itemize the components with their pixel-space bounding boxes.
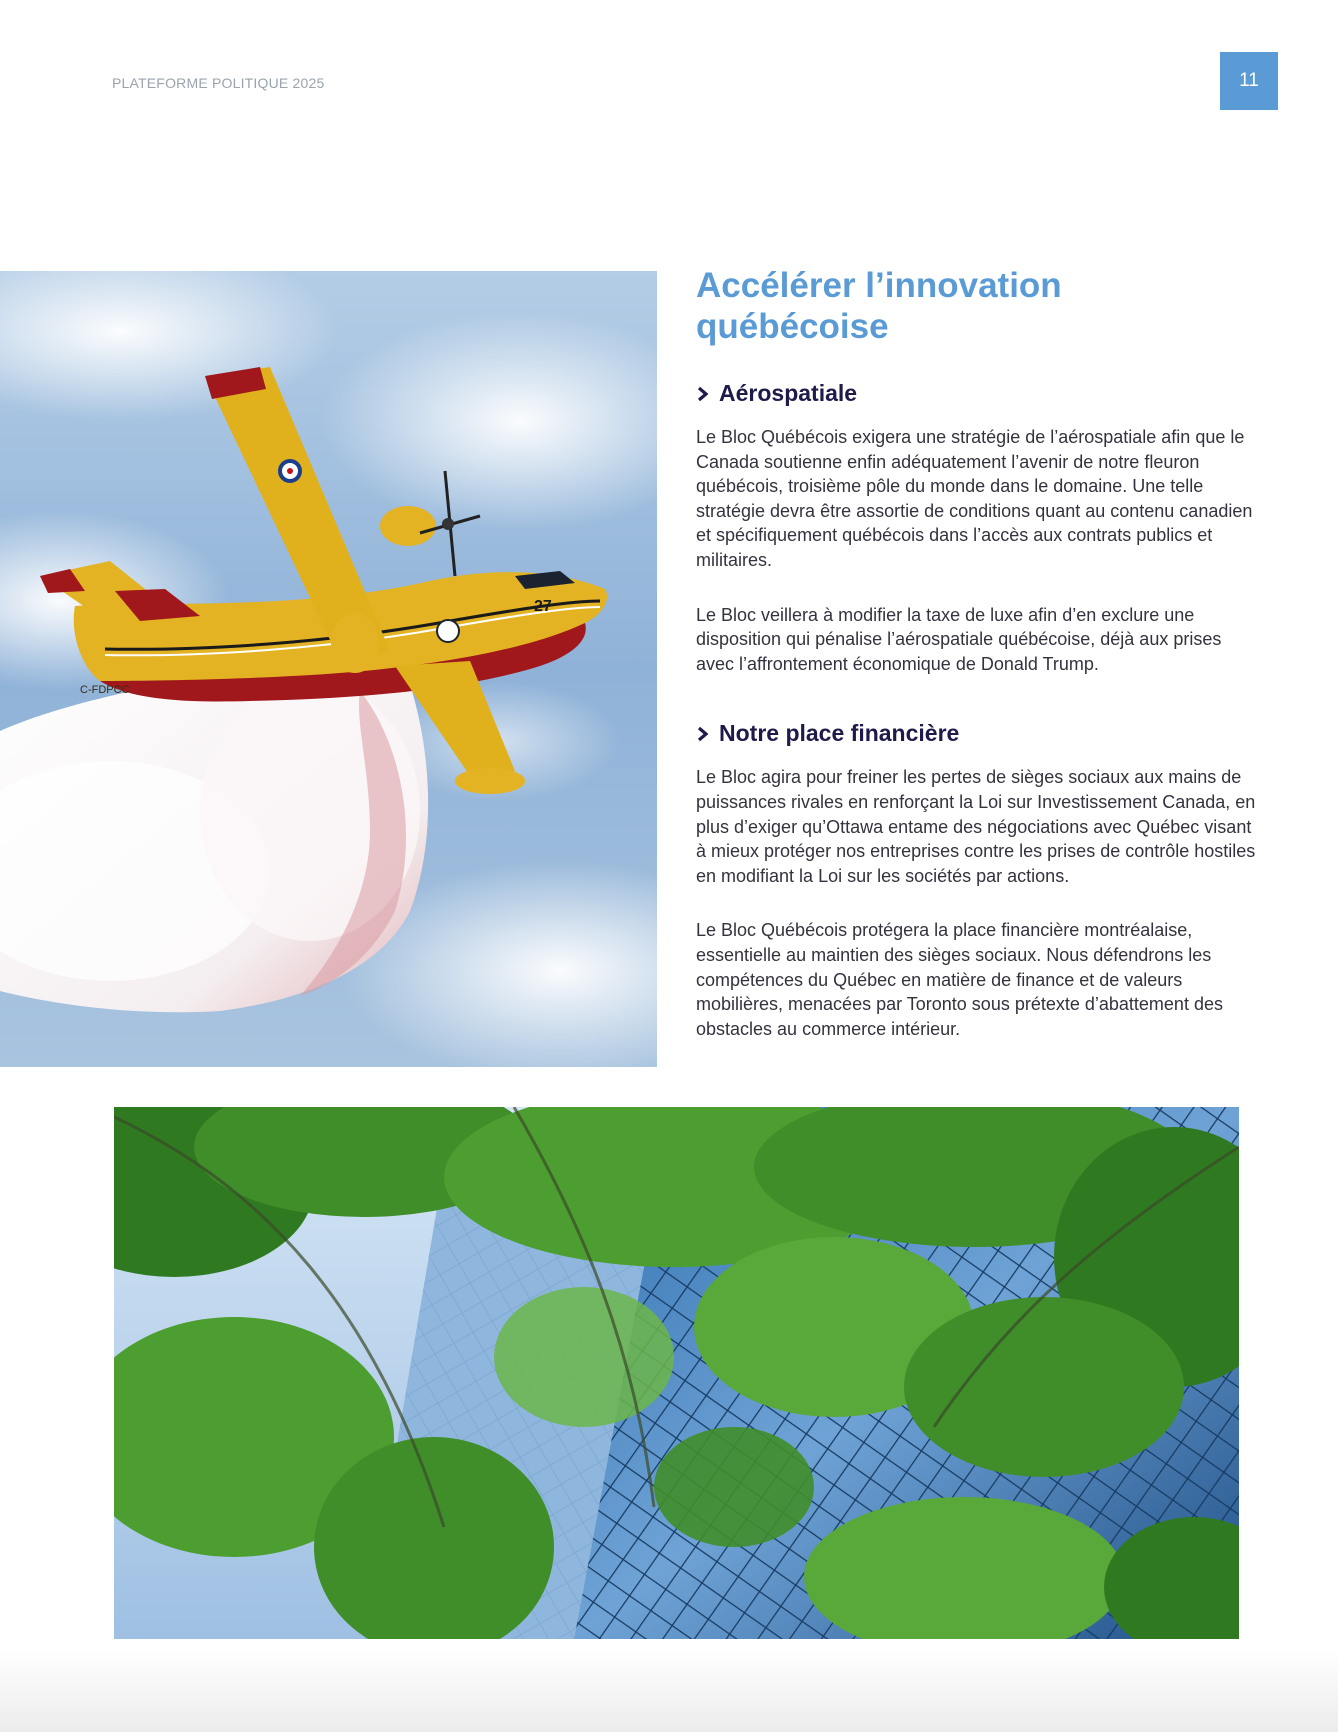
chevron-right-icon <box>696 386 709 402</box>
paragraph: Le Bloc Québécois protégera la place financière montréalaise, essentielle au maintien des sièges sociaux. Nous défendrons les compétences du Québec en matière de finance et de valeurs mobilières, menacées par Toronto sous prétexte d’abattement des obstacles au commerce intérieur. <box>696 920 1223 1039</box>
subhead-label: Notre place financière <box>719 720 960 747</box>
subhead-aerospatiale <box>696 380 1256 407</box>
tail-registration: C-FDPCC <box>80 684 130 696</box>
paragraph: Le Bloc agira pour freiner les pertes de sièges sociaux aux mains de puissances rivales en renforçant la Loi sur Investissement Canada, en plus d’exiger qu’Ottawa entame des négociations avec Québec visant à mieux protéger nos entreprises contre les prises de contrôle hostiles en modifiant la Loi sur les sociétés par actions. <box>696 767 1256 886</box>
trees-skyscraper-photo <box>114 1107 1239 1639</box>
water-spray <box>0 656 428 1012</box>
page-number-badge: 11 <box>1220 52 1278 110</box>
subhead-place-financiere <box>696 720 1256 747</box>
paragraph: Le Bloc Québécois exigera une stratégie de l’aérospatiale afin que le Canada soutienne enfin adéquatement l’avenir de notre fleuron québécois, troisième pôle du monde dans le domaine. Une telle stratégie devra être assortie de conditions quant au contenu canadien et spécifiquement québécois dans l’accès aux contrats publics et militaires. <box>696 427 1253 570</box>
page-bottom-shadow <box>0 1650 1338 1732</box>
article-text-column <box>696 265 1256 1041</box>
paragraph: Le Bloc veillera à modifier la taxe de luxe afin d’en exclure une disposition qui pénalise l’aérospatiale québécoise, déjà aux prises avec l’affrontement économique de Donald Trump. <box>696 604 1222 674</box>
running-header: PLATEFORME POLITIQUE 2025 <box>112 75 325 91</box>
section-title <box>696 265 1256 347</box>
title-line-2: québécoise <box>696 307 889 346</box>
chevron-right-icon <box>696 726 709 742</box>
fuselage-number: 27 <box>534 598 552 615</box>
water-bomber-photo <box>0 271 657 1067</box>
title-line-1: Accélérer l’innovation <box>696 266 1062 305</box>
subhead-label: Aérospatiale <box>719 380 858 406</box>
